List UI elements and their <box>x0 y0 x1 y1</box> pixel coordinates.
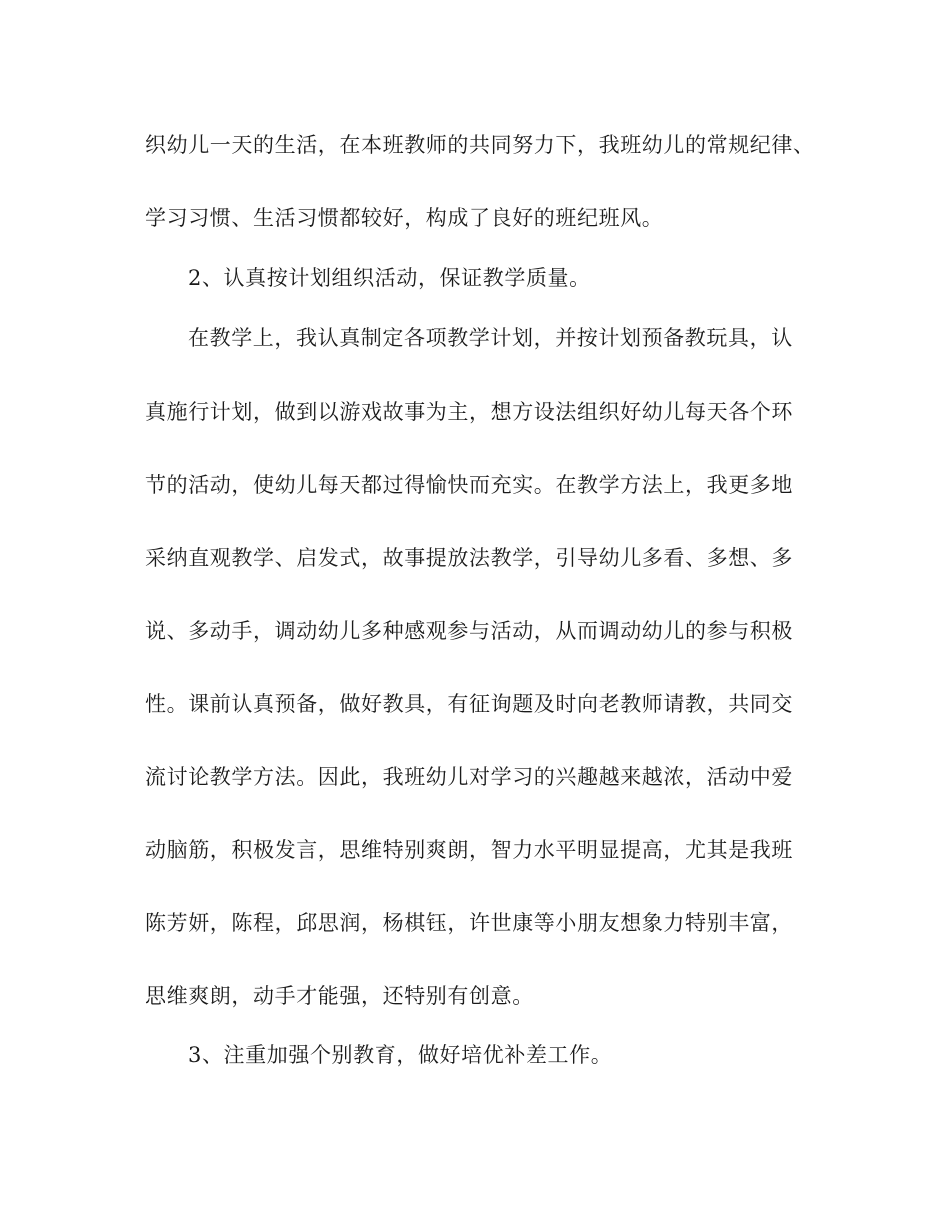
body-text-line: 动脑筋，积极发言，思维特别爽朗，智力水平明显提高，尤其是我班 <box>145 838 793 862</box>
body-text-line: 采纳直观教学、启发式，故事提放法教学，引导幼儿多看、多想、多 <box>145 546 793 570</box>
body-text-line: 织幼儿一天的生活，在本班教师的共同努力下，我班幼儿的常规纪律、 <box>145 133 815 157</box>
body-text-line: 说、多动手，调动幼儿多种感观参与活动，从而调动幼儿的参与积极 <box>145 619 793 643</box>
body-text-line: 思维爽朗，动手才能强，还特别有创意。 <box>145 984 534 1008</box>
section-heading-2: 2、认真按计划组织活动，保证教学质量。 <box>188 266 591 290</box>
body-text-line: 学习习惯、生活习惯都较好，构成了良好的班纪班风。 <box>145 206 664 230</box>
body-text-line: 流讨论教学方法。因此，我班幼儿对学习的兴趣越来越浓，活动中爱 <box>145 765 793 789</box>
section-heading-3: 3、注重加强个别教育，做好培优补差工作。 <box>188 1043 613 1067</box>
body-text-line: 性。课前认真预备，做好教具，有征询题及时向老教师请教，共同交 <box>145 692 793 716</box>
body-text-line: 节的活动，使幼儿每天都过得愉快而充实。在教学方法上，我更多地 <box>145 473 793 497</box>
body-text-line: 在教学上，我认真制定各项教学计划，并按计划预备教玩具，认 <box>188 326 793 350</box>
body-text-line: 陈芳妍，陈程，邱思润，杨棋钰，许世康等小朋友想象力特别丰富， <box>145 911 793 935</box>
body-text-line: 真施行计划，做到以游戏故事为主，想方设法组织好幼儿每天各个环 <box>145 400 793 424</box>
